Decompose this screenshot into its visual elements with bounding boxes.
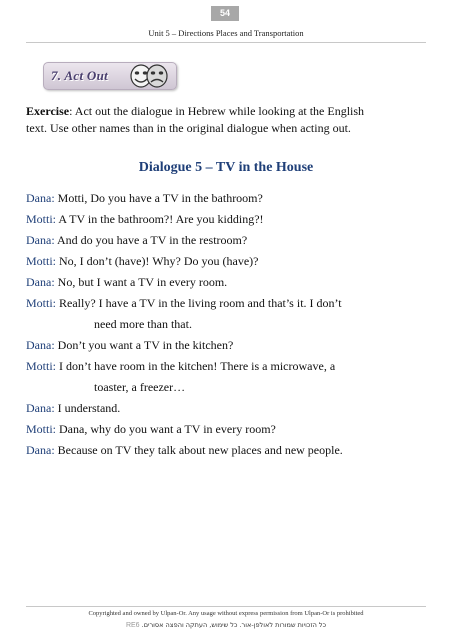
page-number: 54 (211, 6, 239, 21)
running-header: Unit 5 – Directions Places and Transportation (148, 28, 304, 38)
speaker-name: Dana: (26, 233, 55, 247)
exercise-label: Exercise (26, 104, 70, 118)
dialogue-line (26, 274, 426, 290)
speaker-name: Dana: (26, 275, 55, 289)
dialogue-line (26, 337, 426, 353)
speaker-name: Dana: (26, 443, 55, 457)
dialogue-text: And do you have a TV in the restroom? (54, 233, 248, 247)
dialogue-continuation: toaster, a freezer… (94, 380, 186, 394)
speaker-name: Motti: (26, 254, 57, 268)
section-title: 7. Act Out (51, 68, 109, 83)
header-divider (26, 42, 426, 43)
speaker-name: Motti: (26, 212, 57, 226)
theater-masks-icon (126, 64, 172, 88)
dialogue-line (26, 253, 426, 269)
dialogue-title: Dialogue 5 – TV in the House (138, 160, 314, 175)
copyright-notice: Copyrighted and owned by Ulpan-Or. Any usage without express permission from Ulpan-Or is prohibited (88, 610, 364, 617)
dialogue-text: A TV in the bathroom?! Are you kidding?! (56, 212, 264, 226)
footer-divider (26, 606, 426, 607)
dialogue-line (26, 358, 426, 374)
dialogue-text: I don’t have room in the kitchen! There is a microwave, a (56, 359, 336, 373)
dialogue-text: No, but I want a TV in every room. (54, 275, 228, 289)
hebrew-copyright-line (0, 621, 452, 629)
speaker-name: Dana: (26, 401, 55, 415)
dialogue-line (26, 400, 426, 416)
section-banner (43, 62, 177, 90)
dialogue-line (26, 295, 426, 311)
speaker-name: Motti: (26, 422, 57, 436)
speaker-name: Motti: (26, 296, 57, 310)
hebrew-copyright: כל הזכויות שמורות לאולפן-אור. כל שימוש, העתקה והפצה אסורים. (141, 621, 327, 629)
speaker-name: Dana: (26, 191, 55, 205)
speaker-name: Motti: (26, 359, 57, 373)
dialogue-text: Motti, Do you have a TV in the bathroom? (54, 191, 263, 205)
dialogue-text: Dana, why do you want a TV in every room? (56, 422, 276, 436)
exercise-instructions (26, 103, 386, 137)
dialogue-continuation: need more than that. (94, 317, 192, 331)
speaker-name: Dana: (26, 338, 55, 352)
dialogue-text: Because on TV they talk about new places and new people. (54, 443, 343, 457)
dialogue-line (26, 232, 426, 248)
dialogue-text: Really? I have a TV in the living room and that’s it. I don’t (56, 296, 342, 310)
dialogue-line (26, 421, 426, 437)
dialogue-line (26, 211, 426, 227)
dialogue-text: Don’t you want a TV in the kitchen? (54, 338, 234, 352)
dialogue-text: No, I don’t (have)! Why? Do you (have)? (56, 254, 259, 268)
dialogue-text: I understand. (54, 401, 121, 415)
exercise-text: : Act out the dialogue in Hebrew while looking at the English text. Use other names than in the original dialogue when acting out. (26, 104, 365, 135)
footer-code: RE6 (125, 622, 140, 629)
dialogue-line (26, 190, 426, 206)
dialogue-line (26, 442, 426, 458)
